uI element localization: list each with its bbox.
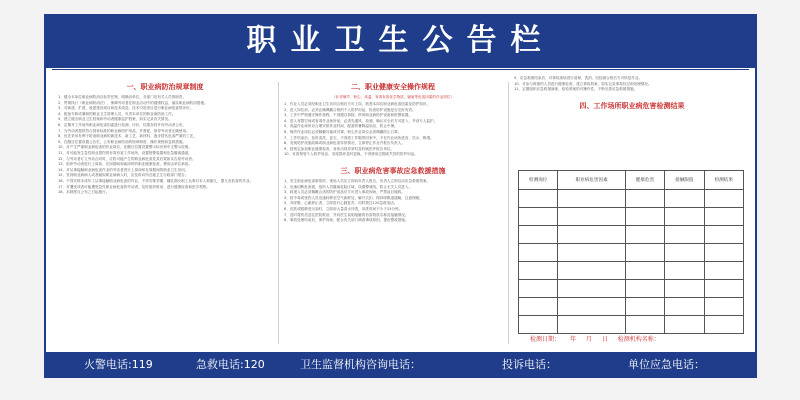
section-title-regulations: 一、职业病防治规章制度 [126, 83, 204, 91]
list-item: 9、在醒目位置设置公告栏，公布职业病防治的规章制度、操作规程和急救措施。 [58, 139, 187, 144]
section-title-results: 四、工作场所职业病危害检测结果 [579, 101, 685, 110]
table-cell [519, 280, 558, 298]
table-cell [625, 208, 664, 226]
table-cell [625, 298, 664, 316]
table-cell [704, 262, 743, 280]
table-row [519, 244, 744, 262]
emergency-list [282, 179, 504, 224]
list-item: 17、对遭受或者可能遭受急性职业病危害的劳动者，及时组织救治、进行健康检查和医学观察。 [58, 184, 210, 189]
list-item: 9、按规定参加职业健康检查，身体出现异常时及时就医并报告单位。 [284, 146, 395, 151]
table-cell [704, 244, 743, 262]
table-row [519, 262, 744, 280]
list-item: 8、发现防护设施故障或职业病危害异常情况，立即停止作业并报告负责人。 [284, 141, 405, 146]
list-item: 8、事故处理结束后，保护现场，配合有关部门调查事故原因，提出整改措施。 [284, 218, 409, 223]
complaint-phone: 投诉电话： [502, 358, 557, 371]
list-item: 15、发现职业病病人或者疑似职业病病人时，应及时向所在地卫生行政部门报告。 [58, 173, 189, 178]
table-cell [704, 190, 743, 208]
table-cell [625, 244, 664, 262]
table-row [519, 190, 744, 208]
regulations-list [56, 95, 274, 196]
section-note-procedures: （针对噪声、粉尘、高温、有毒有害化学物质、辐射等危害因素的作业岗位） [331, 95, 455, 99]
table-cell [704, 316, 743, 334]
list-item: 7、工作结束后，及时清洗、更衣，不得将工作服带回家中，不在作业场所进食、饮水、吸烟。 [284, 135, 434, 140]
table-row [519, 316, 744, 334]
emergency-list-continued [512, 76, 752, 93]
list-item: 4、将中毒或受伤人员迅速转移至空气新鲜处，解开衣扣，保持呼吸道通畅，注意保暖。 [284, 195, 423, 200]
list-item: 11、定期组织应急救援演练，检验预案的可操作性，不断完善应急救援措施。 [514, 87, 638, 92]
table-header-cell: 检测岗位 [519, 171, 558, 190]
table-cell [665, 298, 704, 316]
column-divider [278, 82, 279, 344]
detection-date-label: 检测日期： [530, 336, 561, 343]
table-cell [704, 226, 743, 244]
table-cell [558, 262, 625, 280]
list-item: 8、优先采用有利于防治职业病的新技术、新工艺、新材料，逐步替代危害严重的工艺。 [58, 134, 197, 139]
header-banner [44, 14, 757, 68]
list-item: 5、建立健全职业卫生档案和劳动者健康监护档案，如实记录有关情况。 [58, 117, 172, 122]
table-cell [704, 280, 743, 298]
list-item: 14、对从事接触职业病危害作业的劳动者进行上岗前和在岗期间的职业卫生培训。 [58, 167, 189, 172]
table-cell [665, 226, 704, 244]
emergency-phone: 单位应急电话： [628, 358, 705, 371]
section-title-emergency: 三、职业病危害事故应急救援措施 [340, 166, 446, 175]
table-cell [519, 208, 558, 226]
table-cell [558, 244, 625, 262]
list-item: 2、贯彻执行《职业病防治法》，保障劳动者在职业活动中的健康权益，落实职业病防治措施。 [58, 100, 208, 105]
table-header-cell: 检测结果 [704, 171, 743, 190]
list-item: 6、噪声作业岗位必须佩戴耳塞或耳罩，粉尘作业岗位必须佩戴防尘口罩。 [284, 129, 402, 134]
procedures-column [282, 76, 504, 352]
table-cell [558, 190, 625, 208]
table-cell [625, 316, 664, 334]
table-header-cell: 职业病危害因素 [558, 171, 625, 190]
list-item: 3、工作中严格遵守操作规程，不得擅自拆除、停用职业病防护设备和报警装置。 [284, 113, 413, 118]
list-item: 3、救援人员必须佩戴合适的防护用品后方可进入事故现场，严禁盲目施救。 [284, 190, 405, 195]
list-item: 11、对可能发生急性职业损伤的有毒有害工作场所，设置报警装置和应急撤离通道。 [58, 150, 192, 155]
regulations-column [56, 76, 274, 352]
table-cell [558, 208, 625, 226]
list-item: 12、与劳动者订立劳动合同时，应将可能产生的职业病危害及其后果如实告知劳动者。 [58, 156, 196, 161]
header-divider [52, 69, 749, 70]
list-item: 7、及时将伤员送往医院救治，并向医生说明接触的有害物质名称及接触情况。 [284, 212, 409, 217]
table-row [519, 208, 744, 226]
table-header-cell: 健康危害 [625, 171, 664, 190]
list-item: 6、定期对工作场所职业病危害因素进行检测、评价，结果存档并向劳动者公布。 [58, 122, 187, 127]
table-row [519, 280, 744, 298]
list-item: 2、迅速切断危害源，组织人员撤离危险区域，设置警戒线，防止无关人员进入。 [284, 184, 413, 189]
supervision-phone: 卫生监督机构咨询电话： [300, 358, 421, 371]
list-item: 5、对呼吸、心跳停止者，立即进行心肺复苏，同时拨打120急救电话。 [284, 201, 398, 206]
table-cell [519, 190, 558, 208]
table-cell [558, 298, 625, 316]
list-item: 3、对新建、扩建、改建建设项目和技术改造、技术引进项目进行职业病危害预评价。 [58, 106, 194, 111]
table-cell [704, 298, 743, 316]
table-header-row [519, 171, 744, 190]
list-item: 4、进入有限空间或有毒作业场所前，必须先通风、检测，确认安全后方可进入，并设专人监护。 [284, 118, 438, 123]
list-item: 7、为劳动者提供符合国家标准的职业病防护用品，并督促、指导劳动者正确使用。 [58, 128, 190, 133]
table-cell [625, 280, 664, 298]
column-divider [508, 82, 509, 344]
results-table [518, 170, 744, 334]
list-item: 2、进入岗位前，必须正确佩戴合格的个人防护用品，检查防护设施是否完好有效。 [284, 107, 416, 112]
section-title-procedures: 二、职业健康安全操作规程 [351, 83, 435, 91]
list-item: 10、对参与救援的人员进行健康检查，建立事故档案，如实记录事故经过和处理情况。 [514, 81, 652, 86]
month-label: 月 [585, 336, 592, 343]
list-item: 10、妥善保管个人防护用品，发现损坏及时更换，不得使用过期或失效的防护用品。 [284, 152, 418, 157]
table-body [519, 190, 744, 334]
table-cell [665, 316, 704, 334]
table-row [519, 226, 744, 244]
table-cell [665, 190, 704, 208]
table-cell [665, 244, 704, 262]
list-item: 1、发生职业病危害事故时，现场人员应立即向负责人报告，负责人立即启动应急救援预案。 [284, 178, 431, 183]
table-cell [625, 190, 664, 208]
footer-bar [44, 352, 757, 378]
list-item: 10、对产生严重职业病危害的作业岗位，在醒目位置设置警示标识和中文警示说明。 [58, 145, 192, 150]
list-item: 4、配备专职或兼职的职业卫生管理人员，负责本单位的职业病防治工作。 [58, 111, 176, 116]
list-item: 6、皮肤或眼睛受污染时，立即用大量清水冲洗，冲洗时间不少于15分钟。 [284, 206, 403, 211]
table-header-cell: 接触限值 [665, 171, 704, 190]
table-cell [665, 280, 704, 298]
table-cell [665, 208, 704, 226]
table-cell [704, 208, 743, 226]
ambulance-phone: 急救电话:120 [196, 358, 265, 371]
table-row [519, 298, 744, 316]
table-cell [665, 262, 704, 280]
table-cell [519, 226, 558, 244]
day-label: 日 [601, 336, 608, 343]
page-title: 职业卫生公告栏 [246, 23, 555, 58]
table-cell [558, 226, 625, 244]
list-item: 1、作业人员必须经职业卫生培训合格后方可上岗，熟悉本岗位职业病危害因素及防护知识。 [284, 102, 431, 106]
list-item: 5、高温作业场所应合理安排作业时间，配备防暑降温用品，防止中暑。 [284, 124, 398, 129]
list-item: 9、应急救援结束后，对事故现场进行清理、洗消，经检测合格后方可恢复作业。 [514, 76, 643, 80]
list-item: 1、健全本单位职业病防治目标责任制，明确各单位、各部门及有关人员的职责。 [58, 95, 187, 99]
list-item: 13、组织劳动者进行上岗前、在岗期间和离岗时的职业健康检查，费用由单位承担。 [58, 162, 192, 167]
list-item: 18、本制度自公布之日起施行。 [58, 190, 110, 195]
table-cell [519, 298, 558, 316]
table-cell [558, 280, 625, 298]
procedures-list [282, 102, 504, 158]
table-cell [519, 262, 558, 280]
list-item: 16、不得安排未成年工从事接触职业病危害的作业，不得安排孕期、哺乳期女职工从事对本人和胎儿、婴儿有危害的作业。 [58, 178, 254, 183]
table-cell [625, 262, 664, 280]
agency-label: 检测机构名称： [617, 336, 660, 343]
table-cell [625, 226, 664, 244]
year-label: 年 [569, 336, 576, 343]
table-cell [519, 316, 558, 334]
detection-meta [530, 334, 740, 343]
table-cell [519, 244, 558, 262]
fire-phone: 火警电话:119 [84, 358, 153, 371]
results-table-wrapper [518, 170, 744, 334]
table-cell [558, 316, 625, 334]
